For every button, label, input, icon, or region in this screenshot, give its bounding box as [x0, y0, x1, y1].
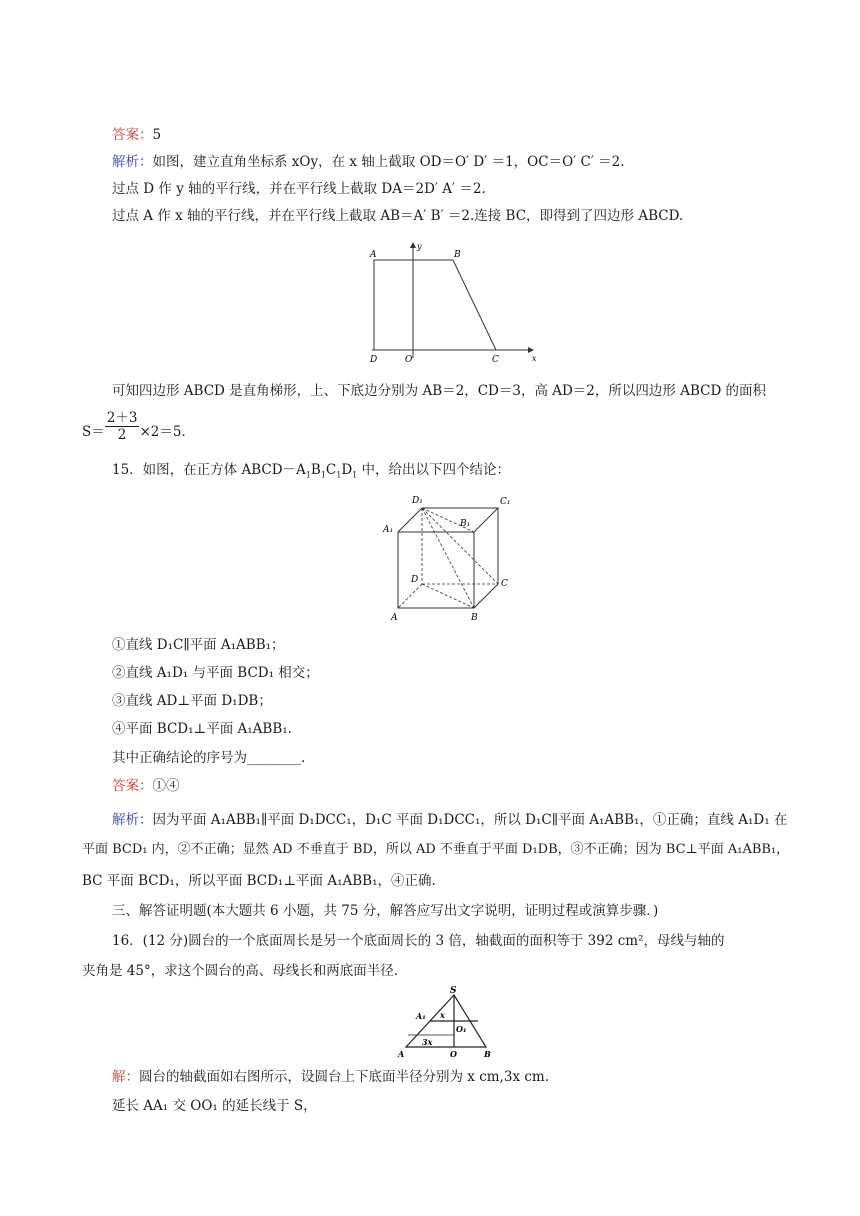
section-3-heading: 三、解答证明题(本大题共 6 小题，共 75 分，解答应写出文字说明，证明过程或演算步骤．) [112, 903, 659, 919]
solution-label: 解： [112, 1069, 139, 1085]
label-C1: C₁ [500, 497, 511, 507]
conclusion-1: ①直线 D₁C∥平面 A₁ABB₁； [112, 637, 285, 653]
label-A: A [398, 1049, 405, 1059]
trapezoid-figure [360, 240, 550, 370]
label-A1: A₁ [416, 1011, 426, 1021]
label-B: B [484, 1049, 491, 1059]
label-D1: D₁ [412, 496, 423, 506]
question-15-stem: 15．如图，在正方体 $ABCD-A_1B_1C_1D_1$ 中，给出以下四个结论： [112, 462, 511, 480]
label-A: A [391, 613, 398, 623]
conclusion-4: ④平面 BCD₁⊥平面 A₁ABB₁. [112, 721, 292, 737]
answer-14 [112, 126, 161, 144]
analysis-14-line-4: 可知四边形 ABCD 是直角梯形，上、下底边分别为 AB＝2，CD＝3，高 AD＝2，所以四边形 ABCD 的面积 [112, 383, 767, 399]
label-C: C [492, 355, 499, 365]
question-16-line-2: 夹角是 45°，求这个圆台的高、母线长和两底面半径. [82, 963, 399, 979]
label-O1: O₁ [456, 1024, 467, 1034]
analysis-15-line-1: 解析：因为平面 A₁ABB₁∥平面 D₁DCC₁，D₁C 平面 D₁DCC₁，所以 D₁C∥平面 A₁ABB₁，①正确；直线 A₁D₁ 在 [112, 812, 788, 828]
label-C: C [501, 579, 508, 589]
analysis-14-line-1: 解析：如图，建立直角坐标系 xOy，在 x 轴上截取 OD＝O′ D′ ＝1，OC＝O′ C′ ＝2. [112, 154, 625, 170]
solution-16-line-1: 解：圆台的轴截面如右图所示，设圆台上下底面半径分别为 x cm,3x cm. [112, 1069, 549, 1085]
conclusion-3: ③直线 AD⊥平面 D₁DB； [112, 693, 272, 709]
label-D: D [370, 355, 378, 365]
label-B: B [471, 613, 478, 623]
answer-label: 答案： [112, 127, 153, 143]
analysis-14-line-3: 过点 A 作 x 轴的平行线，并在平行线上截取 AB＝A′ B′ ＝2.连接 BC，即得到了四边形 ABCD. [112, 208, 684, 224]
label-B: B [454, 250, 461, 260]
answer-label: 答案： [112, 778, 153, 794]
analysis-14-line-5: S＝ $\frac{2+3}{2}$ ×2＝5. [82, 410, 186, 443]
label-B1: B₁ [460, 519, 471, 529]
label-S: S [450, 986, 457, 996]
label-O: O [405, 355, 413, 365]
analysis-15-line-2: 平面 BCD₁ 内，②不正确；显然 AD 不垂直于 BD，所以 AD 不垂直于平面 D₁DB，③不正确；因为 BC⊥平面 A₁ABB₁， [82, 842, 790, 857]
cube-figure [380, 490, 530, 625]
label-A1: A₁ [383, 525, 394, 535]
question-15-ask: 其中正确结论的序号为________. [112, 750, 306, 766]
analysis-label: 解析： [112, 812, 153, 828]
label-D: D [411, 575, 419, 585]
answer-value: 5 [152, 127, 162, 143]
solution-16-line-2: 延长 AA₁ 交 OO₁ 的延长线于 S， [112, 1098, 317, 1114]
label-3x: 3x [422, 1037, 433, 1047]
analysis-label: 解析： [112, 154, 153, 170]
answer-value: ①④ [152, 778, 180, 794]
frustum-section-figure [392, 985, 502, 1060]
analysis-14-line-2: 过点 D 作 y 轴的平行线，并在平行线上截取 DA＝2D′ A′ ＝2. [112, 181, 486, 197]
label-x: x [440, 1010, 445, 1020]
question-16-line-1: 16．(12 分)圆台的一个底面周长是另一个底面周长的 3 倍，轴截面的面积等于 392 cm²，母线与轴的 [112, 933, 725, 949]
conclusion-2: ②直线 A₁D₁ 与平面 BCD₁ 相交； [112, 665, 319, 681]
analysis-15-line-3: BC 平面 BCD₁，所以平面 BCD₁⊥平面 A₁ABB₁，④正确. [82, 873, 436, 889]
answer-15 [112, 777, 180, 795]
fraction: $\frac{2+3}{2}$ [106, 410, 138, 443]
label-x: x [532, 354, 537, 363]
label-O: O [450, 1049, 457, 1059]
label-A: A [370, 250, 377, 260]
label-y: y [417, 242, 422, 251]
